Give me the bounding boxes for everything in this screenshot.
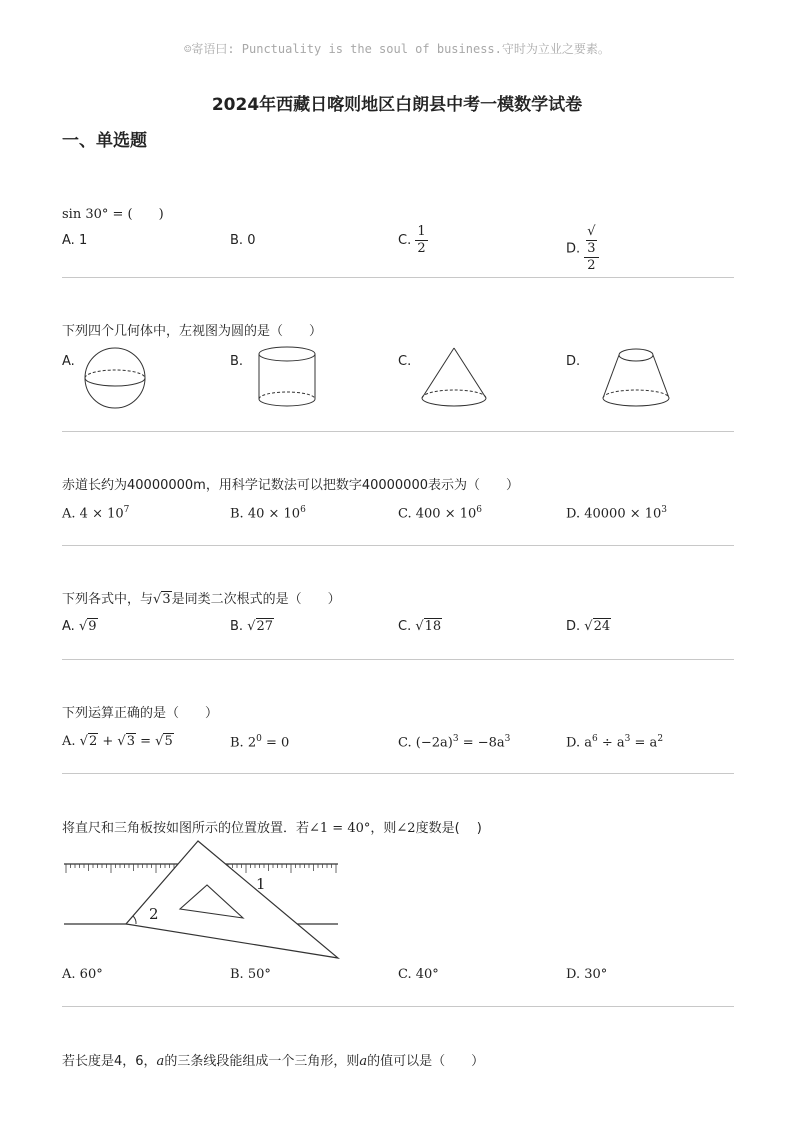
radicand: 5 [164,734,173,749]
option-label: B. [230,619,244,634]
q5-option-a[interactable] [62,734,174,749]
option-value: 40 × 10 [247,506,301,522]
exponent: 7 [123,505,130,515]
numerator: 1 [417,224,426,239]
option-label: A. [62,734,76,749]
q3-option-c[interactable] [398,505,482,521]
option-label: D. [566,354,581,369]
stem-math: ∠2 [396,821,416,836]
q3-option-d[interactable] [566,505,667,521]
section-heading: 一、单选题 [62,131,147,151]
exponent: 2 [657,734,664,744]
sqrt-expression: √2 [79,734,98,749]
radicand: 24 [593,619,611,634]
stem-text: 是同类二次根式的是（ ） [171,592,341,607]
q5-option-d[interactable] [566,734,663,750]
option-label: D. [566,506,581,522]
option-value: 40° [415,967,439,982]
q6-option-a[interactable] [62,967,103,982]
variable: a [156,1054,165,1069]
expression: (−2a) [415,735,453,751]
angle-1-label: 1 [256,875,266,893]
option-label: A. [62,967,76,982]
q4-option-c[interactable] [398,619,442,634]
sqrt-expression: √5 [155,734,173,749]
q4-option-b[interactable] [230,619,274,634]
radicand: 18 [424,619,442,634]
exponent: 6 [476,505,483,515]
divider [62,659,734,660]
motto-watermark: ☺寄语曰: Punctuality is the soul of business.守时为立业之要素。 [184,42,610,56]
stem-text: 度数是( ) [415,821,482,836]
option-value: 60° [79,967,103,982]
stem-text: 的值可以是（ ） [367,1054,485,1069]
q3-option-b[interactable] [230,505,306,521]
q2-option-d[interactable] [566,354,580,369]
exponent: 6 [300,505,306,515]
cone-figure [416,344,492,412]
exponent: 3 [504,734,511,744]
option-value: 40000 × 10 [584,506,662,522]
divider [62,545,734,546]
q5-option-c[interactable] [398,734,510,750]
q1-option-d[interactable] [566,224,599,274]
option-label: B. [230,354,244,369]
numerator: √ 3 [584,224,598,258]
radicand: 3 [126,734,135,749]
divider [62,773,734,774]
option-label: B. [230,233,244,248]
expression: a [584,735,592,751]
expression: ÷ a [597,735,625,751]
fraction [415,224,427,257]
denominator: 2 [587,258,596,273]
frustum-figure [598,344,674,412]
option-value: 1 [78,233,88,248]
radicand: 3 [162,592,171,607]
sqrt-expression: √3 [153,592,171,607]
ruler-triangle-figure [62,838,342,962]
sqrt-expression: √24 [584,619,611,634]
option-value: 50° [247,967,271,982]
stem-text: 的三条线段能组成一个三角形，则 [164,1054,360,1069]
q6-stem [62,817,482,836]
exponent: 3 [624,734,631,744]
divider [62,431,734,432]
variable: a [359,1054,368,1069]
fraction [584,224,598,274]
expression: = 0 [261,735,290,751]
option-label: A. [62,233,75,248]
q1-stem: sin 30° = ( ) [62,207,164,222]
option-label: B. [230,967,244,982]
expression: = −8a [458,735,505,751]
option-label: C. [398,354,412,369]
q1-option-b[interactable] [230,233,255,248]
option-label: D. [566,241,581,257]
radicand: 3 [587,241,596,256]
sqrt-expression: √9 [78,619,97,634]
base: 2 [247,735,257,751]
operator: = [136,734,156,749]
option-label: D. [566,735,581,751]
option-label: B. [230,735,244,751]
option-label: A. [62,354,75,369]
option-value: 400 × 10 [415,506,477,522]
q1-option-a[interactable] [62,233,87,248]
option-label: A. [62,506,76,522]
sqrt-expression: √18 [415,619,442,634]
option-label: A. [62,619,75,634]
option-value: 0 [247,233,256,248]
option-label: C. [398,233,412,248]
operator: + [98,734,118,749]
option-label: C. [398,619,412,634]
expression: = a [630,735,658,751]
stem-math: ∠1 = 40° [309,821,371,836]
radicand: 27 [256,619,274,634]
stem-text: ，则 [370,821,397,836]
option-label: B. [230,506,244,522]
radicand: 2 [88,734,98,749]
option-label: C. [398,506,412,522]
q2-option-c[interactable] [398,354,411,369]
option-label: C. [398,967,412,982]
stem-text: 下列各式中，与 [62,592,154,607]
sqrt-expression: √27 [247,619,274,634]
q3-stem: 赤道长约为40000000m，用科学记数法可以把数字40000000表示为（ ） [62,478,519,493]
q4-option-a[interactable] [62,619,98,634]
q5-stem: 下列运算正确的是（ ） [62,706,219,721]
q4-stem [62,588,341,607]
q5-option-b[interactable] [230,734,289,750]
q2-option-a[interactable] [62,354,75,369]
cylinder-figure [253,344,321,412]
exponent: 3 [661,505,668,515]
exponent: 0 [256,734,262,744]
q1-option-c[interactable] [398,224,428,257]
triangle-ruler-outer [126,841,338,958]
q2-option-b[interactable] [230,354,243,369]
option-value: 4 × 10 [79,506,124,522]
option-label: D. [566,619,581,634]
stem-text: 若长度是4，6， [62,1054,157,1069]
divider [62,277,734,278]
option-label: D. [566,967,581,982]
q3-option-a[interactable] [62,505,129,521]
option-value: 30° [584,967,608,982]
angle-2-label: 2 [149,905,159,923]
q6-option-d[interactable] [566,967,607,982]
radicand: 9 [88,619,97,634]
denominator: 2 [417,241,426,256]
q6-option-c[interactable] [398,967,439,982]
exam-title: 2024年西藏日喀则地区白朗县中考一模数学试卷 [211,95,583,115]
exponent: 3 [452,734,459,744]
q7-stem [62,1050,484,1069]
q4-option-d[interactable] [566,619,611,634]
q2-stem: 下列四个几何体中，左视图为圆的是（ ） [62,324,323,339]
option-label: C. [398,735,412,751]
sphere-figure [80,344,150,412]
q6-option-b[interactable] [230,967,271,982]
sqrt-expression: √3 [117,734,135,749]
stem-text: 将直尺和三角板按如图所示的位置放置．若 [62,821,310,836]
exponent: 6 [592,734,598,744]
divider [62,1006,734,1007]
